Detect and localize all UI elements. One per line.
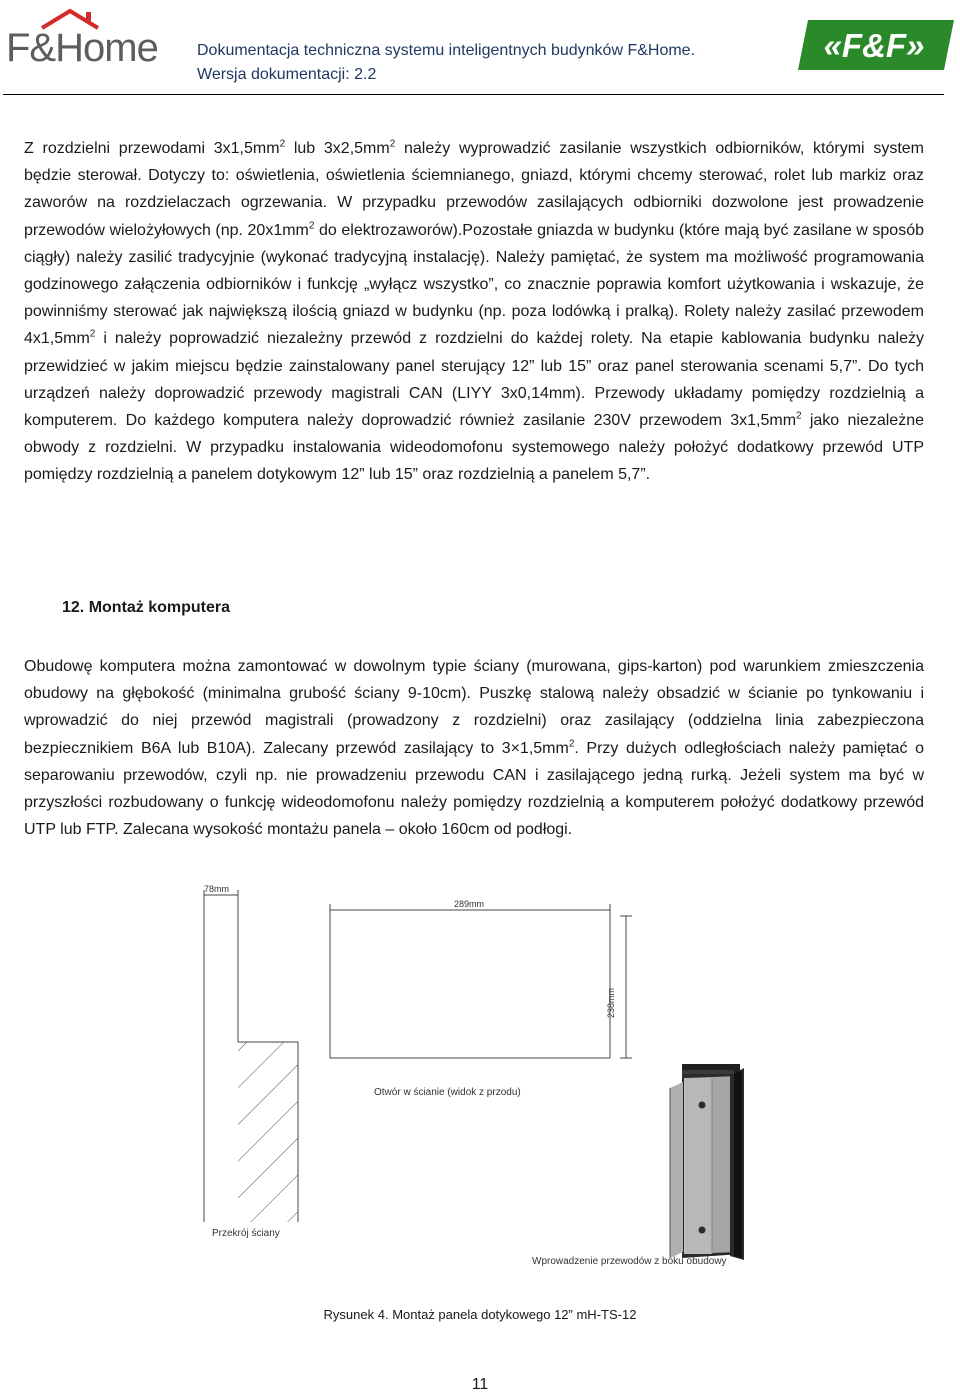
cable-entry-label: Wprowadzenie przewodów z boku obudowy xyxy=(532,1256,727,1267)
figure-caption: Rysunek 4. Montaż panela dotykowego 12” mH-TS-12 xyxy=(323,1307,637,1322)
wall-opening xyxy=(330,916,610,1058)
dimension-width-label: 289mm xyxy=(454,899,485,909)
page-number: 11 xyxy=(471,1376,489,1393)
fhome-logo-text: F&Home xyxy=(6,26,158,70)
dimension-height-label: 238mm xyxy=(606,987,616,1018)
housing-front xyxy=(686,1068,744,1260)
dimension-depth-label: 78mm xyxy=(204,884,230,894)
paragraph-wiring xyxy=(24,135,924,489)
section-heading: 12. Montaż komputera xyxy=(62,599,231,616)
paragraph-text: Obudowę komputera można zamontować w dowolnym typie ściany (murowana, gips-karton) pod warunkiem zmieszczenia obudowy na głębokość (minimalna grubość ściany 9-10cm). Puszkę stalową należy obsadzić w ścianie po tynkowaniu i wprowadzić do niej przewód magistrali (prowadzony z rozdzielni) oraz zasilający (oddzielna linia zabezpieczona bezpiecznikiem B6A lub B10A). Zalecany przewód zasilający to $3\times 1,5mm^2$. Przy dużych odległościach należy pamiętać o separowaniu przewodów, czyli np. nie prowadzeniu przewodu CAN i zasilającego jedną rurką. Jeżeli system ma być w przyszłości rozbudowany o funkcję wideodomofonu należy pomiędzy rozdzielnią a komputerem położyć dodatkowy przewód UTP lub FTP. Zalecana wysokość montażu panela – około 160cm od podłogi. xyxy=(24,658,925,839)
housing-back-edge xyxy=(670,1082,683,1258)
opening-label: Otwór w ścianie (widok z przodu) xyxy=(374,1087,521,1098)
wall-section-label: Przekrój ściany xyxy=(212,1228,280,1239)
paragraph-mounting xyxy=(24,653,924,843)
ff-brand-logo xyxy=(798,18,954,72)
fhome-logo xyxy=(6,8,166,68)
wall-section xyxy=(204,900,298,1239)
document-version: Wersja dokumentacji: 2.2 xyxy=(197,66,377,83)
ff-brand-logo-text: «F&F» xyxy=(823,27,925,64)
mounting-figure xyxy=(190,878,770,1278)
document-title-line: Dokumentacja techniczna systemu inteligentnych budynków F&Home. xyxy=(197,42,696,59)
dimension-depth xyxy=(204,884,238,900)
header-divider xyxy=(3,94,944,95)
page-header xyxy=(0,0,960,97)
dimension-width xyxy=(330,899,610,916)
document-title xyxy=(197,39,695,87)
paragraph-text: Z rozdzielni przewodami $3x1,5mm^2$ lub $3x2,5mm^2$ należy wyprowadzić zasilanie wszystkich odbiorników, którymi system będzie sterował. Dotyczy to: oświetlenia, oświetlenia ściemnianego, gniazd, którymi chcemy sterować, rolet lub markiz oraz zaworów na rozdzielaczach ogrzewania. W przypadku przewodów zasilających odbiorniki dozwolone jest prowadzenie przewodów wielożyłowych (np. $20x1mm^2$ do elektrozaworów).Pozostałe gniazda w budynku (które mają być zasilane w sposób ciągły) należy zasilić tradycyjnie (wykonać tradycyjną instalację). Należy pamiętać, że system ma możliwość programowania godzinowego załączenia odbiorników i funkcję „wyłącz wszystko”, co znacznie poprawia komfort użytkowania i wskazuje, że powinniśmy sterować jak największą ilością gniazd w budynku (np. poza lodówką i pralką). Rolety należy zasilać przewodem $4x1,5mm^2$ i należy poprowadzić niezależny przewód z rozdzielni do każdej rolety. Na etapie kablowania budynku należy przewidzieć w jakim miejscu będzie zainstalowany panel sterujący 12” lub 15” oraz panel sterowania scenami 5,7”. Do tych urządzeń należy doprowadzić przewody magistrali CAN (LIYY 3x0,14mm). Przewody układamy pomiędzy rozdzielnią a komputerem. Do każdego komputera należy doprowadzić również zasilanie 230V przewodem $3x1,5mm^2$ jako niezależne obwody z rozdzielni. W przypadku instalowania wideodomofonu systemowego należy położyć dodatkowy przewód UTP pomiędzy rozdzielnią a panelem dotykowym 12” lub 15” oraz rozdzielnią a panelem 5,7”. xyxy=(24,138,924,484)
